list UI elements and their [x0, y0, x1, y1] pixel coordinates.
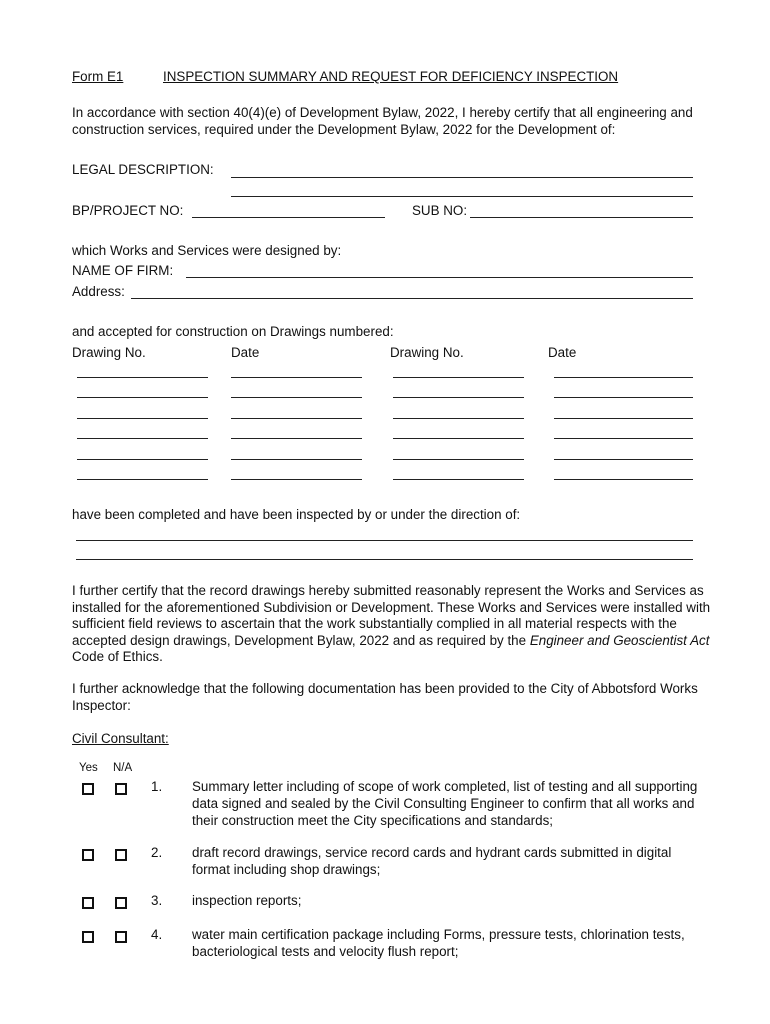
firm-label: NAME OF FIRM: — [72, 263, 174, 278]
completed-text: have been completed and have been inspected by or under the direction of: — [72, 507, 521, 522]
item-3-number: 3. — [151, 893, 163, 908]
drawing-no-field-b-3[interactable] — [393, 418, 524, 419]
item-2-text: draft record drawings, service record cards and hydrant cards submitted in digital format including shop drawings; — [192, 845, 672, 877]
date-field-b-1[interactable] — [554, 377, 693, 378]
date-field-a-6[interactable] — [231, 479, 362, 480]
date-header-1: Date — [231, 345, 260, 360]
drawing-no-field-a-2[interactable] — [77, 397, 208, 398]
drawing-no-field-b-6[interactable] — [393, 479, 524, 480]
item-4-number: 4. — [151, 927, 163, 942]
bp-project-field[interactable] — [192, 217, 385, 218]
drawing-no-field-b-1[interactable] — [393, 377, 524, 378]
drawing-no-field-b-5[interactable] — [393, 459, 524, 460]
sub-no-label: SUB NO: — [412, 203, 468, 218]
certify-paragraph — [72, 583, 712, 666]
drawing-no-field-b-2[interactable] — [393, 397, 524, 398]
date-header-2: Date — [548, 345, 577, 360]
legal-description-field-2[interactable] — [231, 196, 693, 197]
date-field-b-5[interactable] — [554, 459, 693, 460]
item-2-yes-checkbox[interactable] — [82, 849, 94, 861]
address-label: Address: — [72, 284, 125, 299]
certify-act-name: Engineer and Geoscientist Act — [529, 632, 710, 648]
designed-by-text: which Works and Services were designed by: — [72, 243, 342, 258]
date-field-b-4[interactable] — [554, 438, 693, 439]
date-field-b-6[interactable] — [554, 479, 693, 480]
drawing-no-field-a-6[interactable] — [77, 479, 208, 480]
inspector-field-1[interactable] — [76, 540, 693, 541]
yes-column-header: Yes — [79, 762, 98, 774]
form-code: Form E1 — [72, 69, 124, 84]
drawing-no-field-a-5[interactable] — [77, 459, 208, 460]
item-3-yes-checkbox[interactable] — [82, 897, 94, 909]
sub-no-field[interactable] — [470, 217, 693, 218]
drawing-no-field-a-4[interactable] — [77, 438, 208, 439]
item-1-yes-checkbox[interactable] — [82, 783, 94, 795]
date-field-a-3[interactable] — [231, 418, 362, 419]
drawing-no-field-b-4[interactable] — [393, 438, 524, 439]
address-field[interactable] — [131, 298, 693, 299]
civil-consultant-label: Civil Consultant: — [72, 731, 169, 746]
firm-field[interactable] — [186, 277, 693, 278]
drawing-no-field-a-1[interactable] — [77, 377, 208, 378]
item-1-number: 1. — [151, 779, 163, 794]
inspector-field-2[interactable] — [76, 559, 693, 560]
date-field-a-4[interactable] — [231, 438, 362, 439]
intro-paragraph: In accordance with section 40(4)(e) of Development Bylaw, 2022, I hereby certify that all engineering and construction services, required under the Development Bylaw, 2022 for the Development of: — [72, 105, 693, 137]
item-3-text: inspection reports; — [192, 893, 302, 908]
date-field-b-3[interactable] — [554, 418, 693, 419]
bp-project-label: BP/PROJECT NO: — [72, 203, 184, 218]
date-field-a-2[interactable] — [231, 397, 362, 398]
legal-description-field-1[interactable] — [231, 177, 693, 178]
na-column-header: N/A — [113, 762, 133, 774]
drawing-header-1: Drawing No. — [72, 345, 146, 360]
date-field-b-2[interactable] — [554, 397, 693, 398]
item-4-text: water main certification package including Forms, pressure tests, chlorination tests, bacteriological tests and velocity flush report; — [192, 927, 685, 959]
item-3-na-checkbox[interactable] — [115, 897, 127, 909]
acknowledge-paragraph: I further acknowledge that the following documentation has been provided to the City of Abbotsford Works Inspector: — [72, 681, 698, 713]
certify-text-a: I further certify that the record drawings hereby submitted reasonably represent the Works and Services as installed for the aforementioned Subdivision or Development. These Works and Services were installed with sufficient field reviews to ascertain that the work substantially complied in all material respects with the accepted design drawings, Development Bylaw, 2022 and as required by the — [72, 583, 711, 648]
legal-description-label: LEGAL DESCRIPTION: — [72, 162, 214, 177]
item-1-na-checkbox[interactable] — [115, 783, 127, 795]
item-2-number: 2. — [151, 845, 163, 860]
form-title: INSPECTION SUMMARY AND REQUEST FOR DEFICIENCY INSPECTION — [163, 69, 619, 84]
drawing-header-2: Drawing No. — [390, 345, 464, 360]
accepted-text: and accepted for construction on Drawings numbered: — [72, 324, 394, 339]
item-4-na-checkbox[interactable] — [115, 931, 127, 943]
item-1-text: Summary letter including of scope of work completed, list of testing and all supporting data signed and sealed by the Civil Consulting Engineer to confirm that all works and their construction meet the City specifications and standards; — [192, 779, 698, 828]
drawing-no-field-a-3[interactable] — [77, 418, 208, 419]
date-field-a-5[interactable] — [231, 459, 362, 460]
date-field-a-1[interactable] — [231, 377, 362, 378]
item-2-na-checkbox[interactable] — [115, 849, 127, 861]
item-4-yes-checkbox[interactable] — [82, 931, 94, 943]
certify-text-b: Code of Ethics. — [72, 649, 163, 665]
